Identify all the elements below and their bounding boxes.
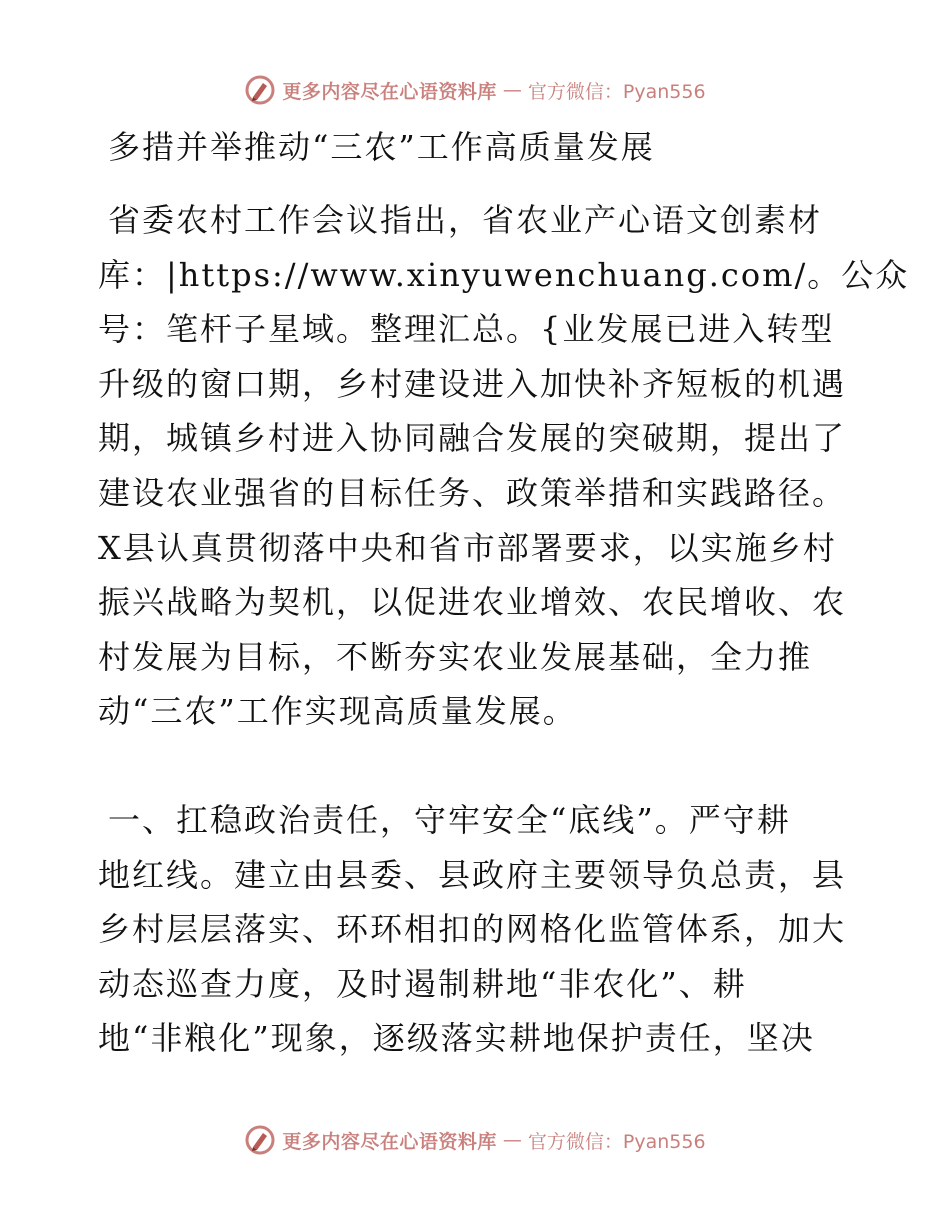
document-title: 多措并举推动“三农”工作高质量发展 [108,128,655,166]
watermark-wechat: 官方微信：Pyan556 [527,1130,706,1153]
watermark-banner-bottom [0,1120,950,1160]
text-line: 一、扛稳政治责任，守牢安全“底线”。严守耕 [108,801,791,839]
watermark-separator: — [502,79,522,101]
text-line: 省委农村工作会议指出，省农业产心语文创素材 [108,201,823,239]
text-line: 地“非粮化”现象，逐级落实耕地保护责任，坚决 [98,1019,815,1058]
watermark-text: 更多内容尽在心语资料库 [282,1130,497,1153]
paragraph-intro [98,193,910,739]
paragraph-section-one [98,793,858,1066]
text-line: 动态巡查力度，及时遏制耕地“非农化”、耕 [98,964,747,1003]
text-line: 库：|https://www.xinyuwenchuang.com/。公众 [98,255,910,294]
text-line: 地红线。建立由县委、县政府主要领导负总责，县 [98,855,847,894]
watermark-wechat: 官方微信：Pyan556 [527,80,706,103]
pen-logo-icon [244,74,276,106]
text-line: 号：笔杆子星域。整理汇总。{业发展已进入转型 [98,310,835,349]
pen-logo-icon [244,1124,276,1156]
watermark-separator: — [502,1129,522,1151]
text-line: 建设农业强省的目标任务、政策举措和实践路径。 [98,473,847,512]
text-line: 村发展为目标，不断夯实农业发展基础，全力推 [98,637,813,676]
watermark-text: 更多内容尽在心语资料库 [282,80,497,103]
watermark-banner-top [0,70,950,110]
text-line: 动“三农”工作实现高质量发展。 [98,692,577,731]
text-line: 升级的窗口期，乡村建设进入加快补齐短板的机遇 [98,364,847,403]
text-line: 振兴战略为契机，以促进农业增效、农民增收、农 [98,583,847,622]
text-line: X县认真贯彻落中央和省市部署要求，以实施乡村 [98,528,837,567]
text-line: 期，城镇乡村进入协同融合发展的突破期，提出了 [98,419,847,458]
text-line: 乡村层层落实、环环相扣的网格化监管体系，加大 [98,910,847,949]
